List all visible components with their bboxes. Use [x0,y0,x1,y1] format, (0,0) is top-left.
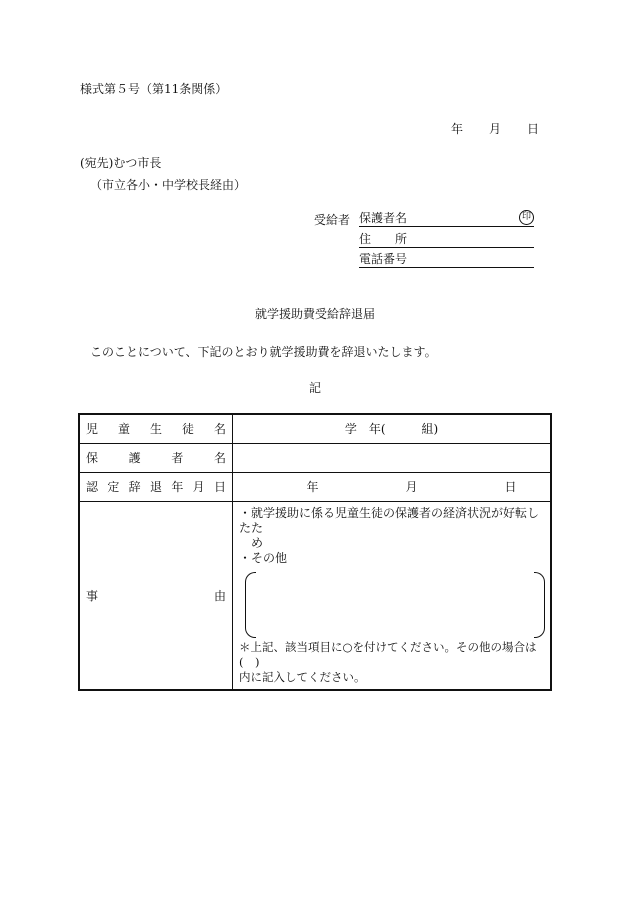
guardian-value-cell[interactable] [233,443,552,472]
grade-class-text: 学 年( 組) [344,422,439,437]
table-day: 日 [504,480,517,494]
date-row [79,472,551,501]
guardian-label: 保 護 者 名 [79,443,233,472]
student-value-cell[interactable] [233,414,552,443]
addressee: (宛先)むつ市長 [80,156,162,170]
document-title: 就学援助費受給辞退届 [254,307,375,321]
student-label: 児 童 生 徒 名 [79,414,233,443]
reason-option-other[interactable]: ・その他 [239,550,288,565]
reason-row [79,501,551,690]
address-label: 住 所 [359,232,408,246]
guardian-name-label: 保護者名 [359,211,408,225]
reason-label: 事 由 [79,501,233,690]
date-value-cell[interactable] [233,472,552,501]
table-year: 年 [306,480,319,494]
intro-text: このことについて、下記のとおり就学援助費を辞退いたします。 [90,345,437,359]
ki-heading: 記 [308,381,321,395]
details-table [78,413,552,691]
date-year: 年 [451,122,464,136]
form-number: 様式第５号（第11条関係） [80,82,228,96]
address-field[interactable] [359,230,534,248]
routing-note: （市立各小・中学校長経由） [90,178,247,192]
guardian-name-field[interactable] [359,209,534,227]
right-bracket [534,572,545,638]
other-reason-bracket[interactable] [245,572,545,638]
guardian-row [79,443,551,472]
table-month: 月 [405,480,418,494]
date-month: 月 [489,122,502,136]
phone-field[interactable] [359,250,534,268]
date-day: 日 [527,122,540,136]
reason-option-economic[interactable]: ・就学援助に係る児童生徒の保護者の経済状況が好転したた め [239,505,540,550]
date-label: 認 定 辞 退 年 月 日 [79,472,233,501]
seal-mark: 印 [519,210,534,225]
reason-value-cell [233,501,552,690]
phone-label: 電話番号 [359,252,408,266]
instruction-note: ＊上記、該当項目に○を付けてください。その他の場合は( ) 内に記入してください。 [239,639,537,684]
submission-date [451,120,539,137]
recipient-label: 受給者 [314,213,351,227]
left-bracket [245,572,256,638]
student-row [79,414,551,443]
